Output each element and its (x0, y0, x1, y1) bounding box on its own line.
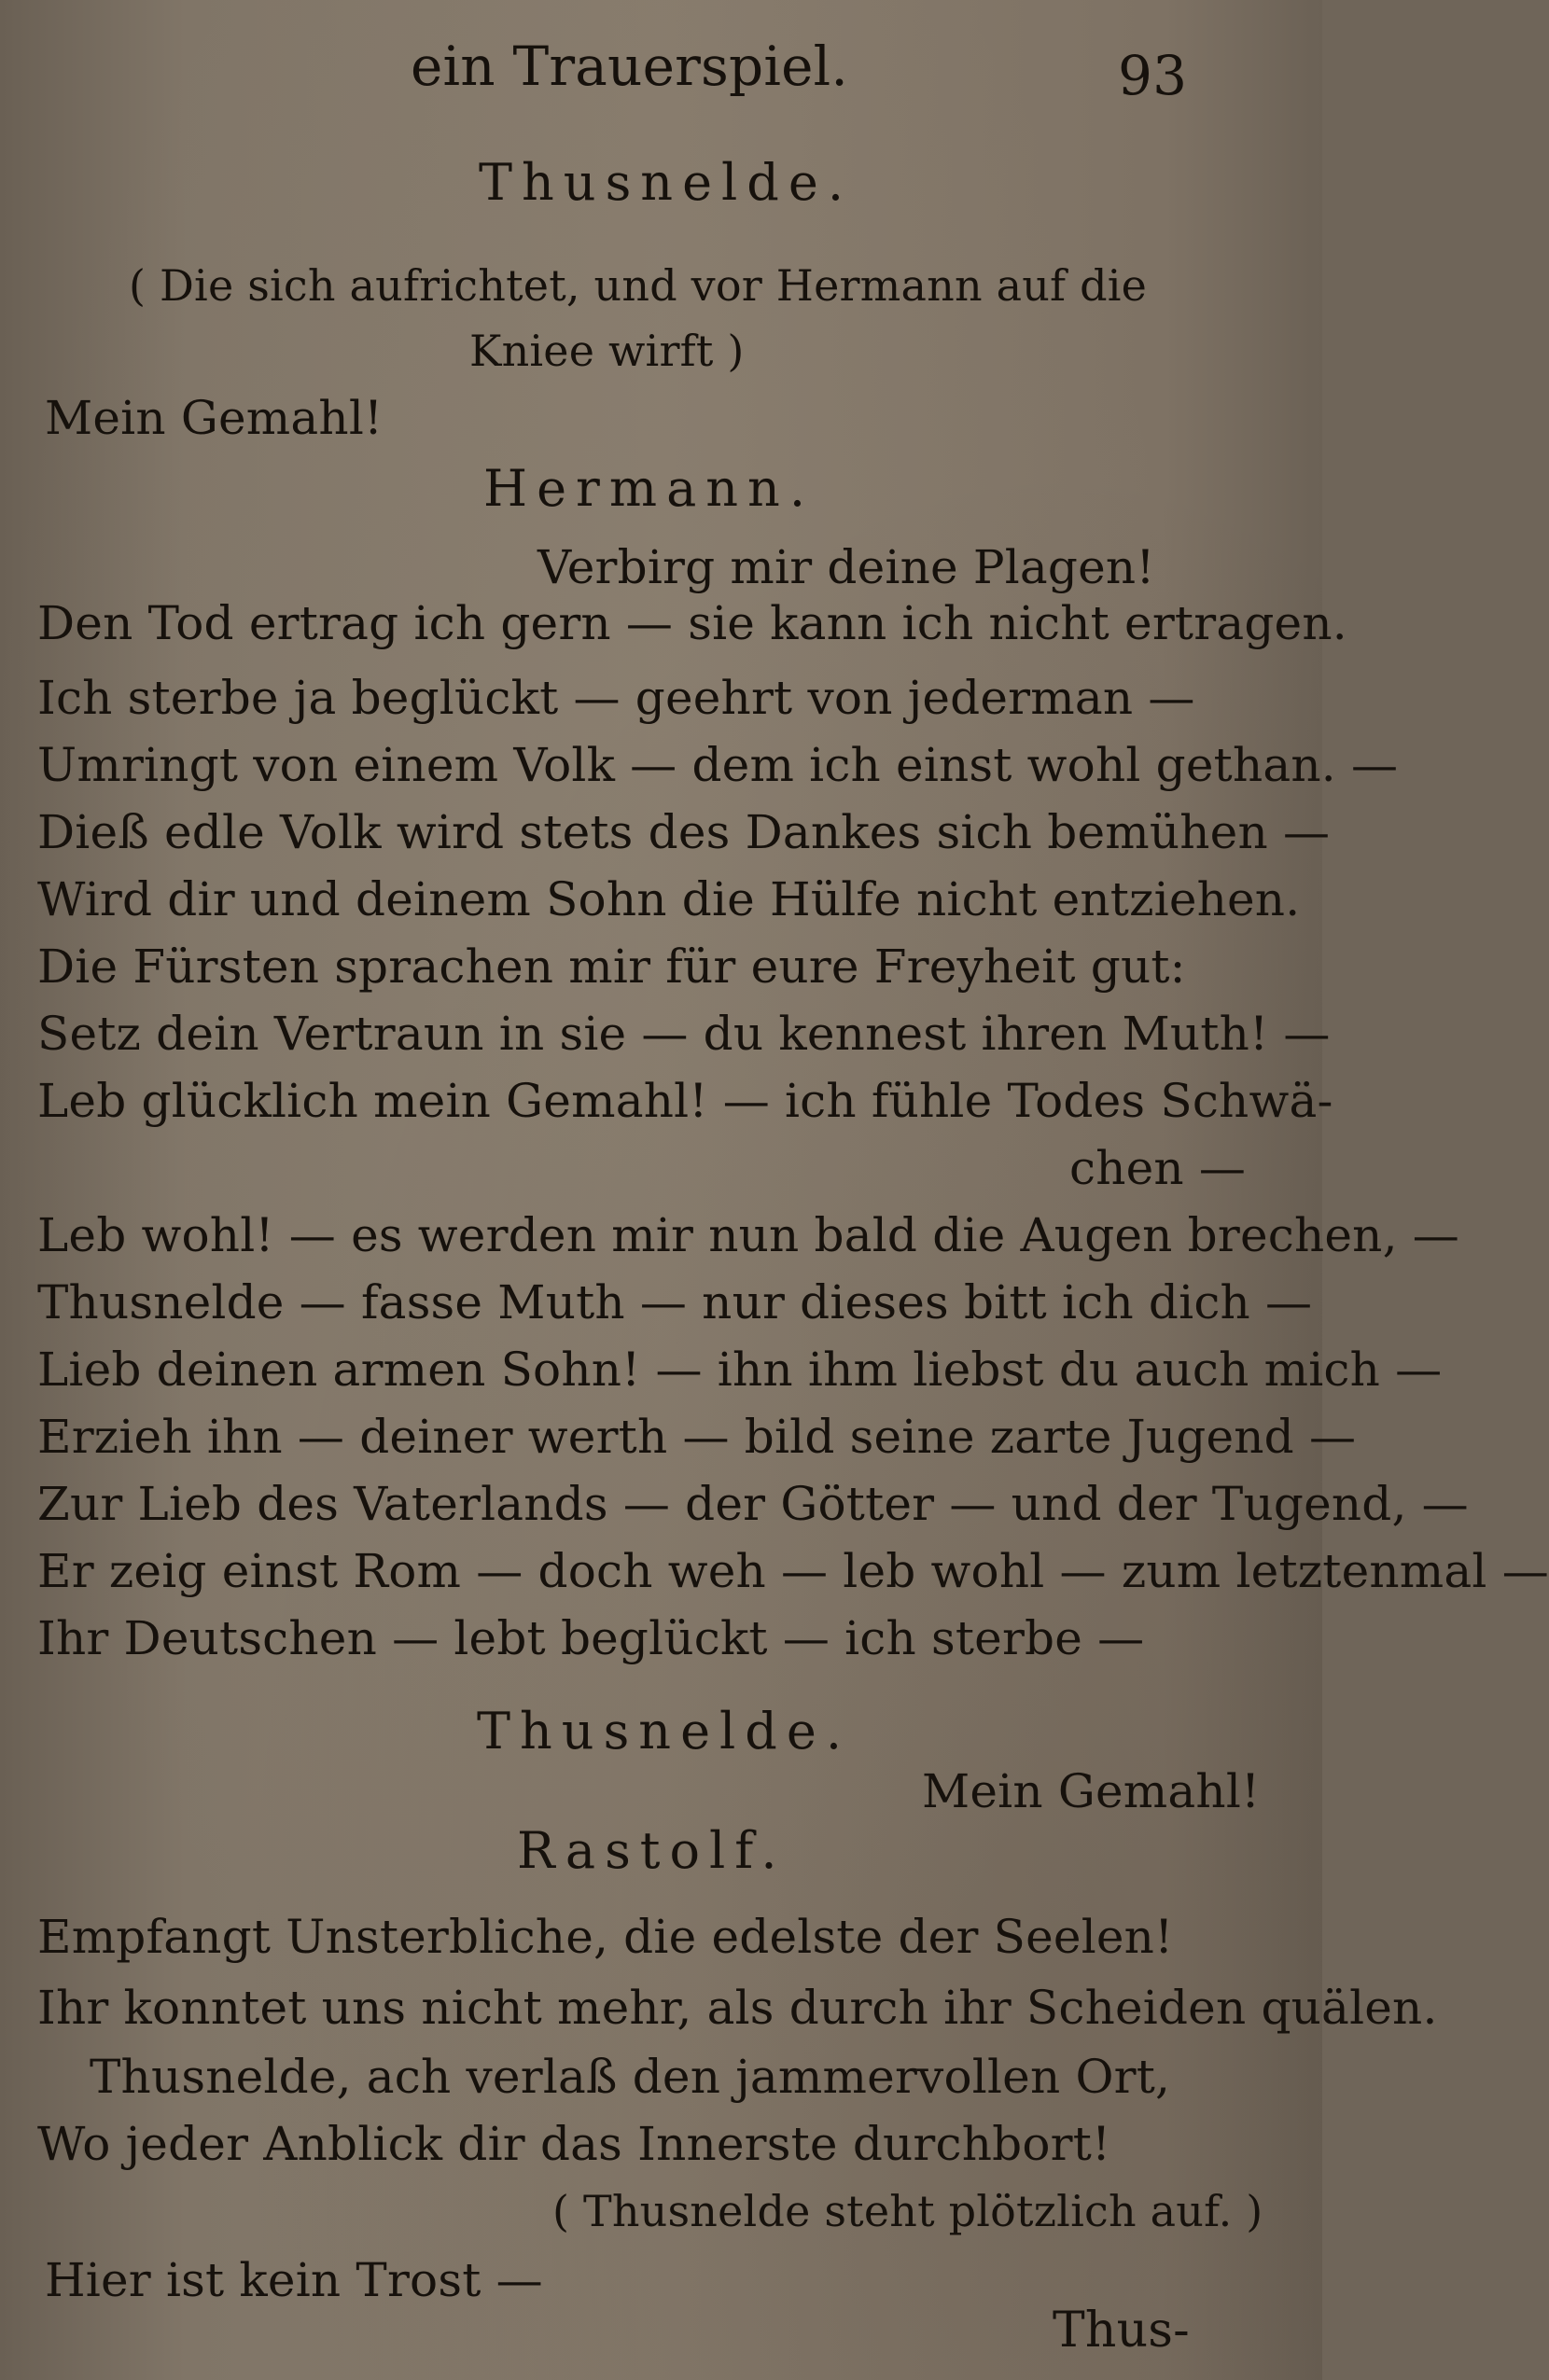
dialogue-line: Mein Gemahl! (922, 1764, 1261, 1818)
stage-direction-line: ( Die sich aufrichtet, und vor Hermann auf die (129, 260, 1148, 311)
dialogue-line: Erzieh ihn — deiner werth — bild seine zarte Jugend — (37, 1410, 1357, 1464)
dialogue-line: Er zeig einst Rom — doch weh — leb wohl — zum letztenmal — (37, 1544, 1549, 1598)
speaker-name: Hermann. (483, 459, 815, 518)
dialogue-line-continuation: chen — (1069, 1141, 1247, 1195)
dialogue-line: Ihr konntet uns nicht mehr, als durch ihr Scheiden quälen. (37, 1981, 1438, 2035)
dialogue-line: Hier ist kein Trost — (45, 2253, 543, 2307)
dialogue-line: Ihr Deutschen — lebt beglückt — ich sterbe — (37, 1611, 1145, 1665)
dialogue-line: Den Tod ertrag ich gern — sie kann ich nicht ertragen. (37, 596, 1347, 650)
page-number: 93 (1118, 44, 1188, 107)
dialogue-line: Umringt von einem Volk — dem ich einst wohl gethan. — (37, 738, 1399, 792)
dialogue-line: Leb glücklich mein Gemahl! — ich fühle Todes Schwä- (37, 1074, 1333, 1128)
dialogue-line: Dieß edle Volk wird stets des Dankes sich bemühen — (37, 805, 1331, 859)
dialogue-line: Thusnelde — fasse Muth — nur dieses bitt ich dich — (37, 1275, 1313, 1329)
dialogue-line: Empfangt Unsterbliche, die edelste der Seelen! (37, 1910, 1174, 1964)
speaker-name: Thusnelde. (479, 153, 853, 212)
dialogue-line: Setz dein Vertraun in sie — du kennest ihren Muth! — (37, 1007, 1331, 1061)
speaker-name: Rastolf. (517, 1821, 787, 1880)
stage-direction-line: Kniee wirft ) (469, 326, 745, 376)
dialogue-line: Lieb deinen armen Sohn! — ihn ihm liebst du auch mich — (37, 1343, 1443, 1397)
catchword: Thus- (1053, 2303, 1190, 2359)
running-header-title: ein Trauerspiel. (411, 35, 849, 98)
dialogue-line: Zur Lieb des Vaterlands — der Götter — und der Tugend, — (37, 1477, 1469, 1531)
dialogue-line: Verbirg mir deine Plagen! (537, 540, 1155, 594)
dialogue-line: Ich sterbe ja beglückt — geehrt von jederman — (37, 671, 1195, 725)
dialogue-line: Leb wohl! — es werden mir nun bald die Augen brechen, — (37, 1208, 1459, 1262)
stage-direction-line: ( Thusnelde steht plötzlich auf. ) (552, 2186, 1263, 2236)
dialogue-line: Die Fürsten sprachen mir für eure Freyheit gut: (37, 939, 1186, 994)
dialogue-line: Mein Gemahl! (45, 391, 384, 445)
dialogue-line: Wo jeder Anblick dir das Innerste durchbort! (37, 2117, 1111, 2171)
dialogue-line: Thusnelde, ach verlaß den jammervollen Ort, (90, 2050, 1171, 2104)
dialogue-line: Wird dir und deinem Sohn die Hülfe nicht entziehen. (37, 872, 1301, 926)
speaker-name: Thusnelde. (477, 1702, 851, 1761)
